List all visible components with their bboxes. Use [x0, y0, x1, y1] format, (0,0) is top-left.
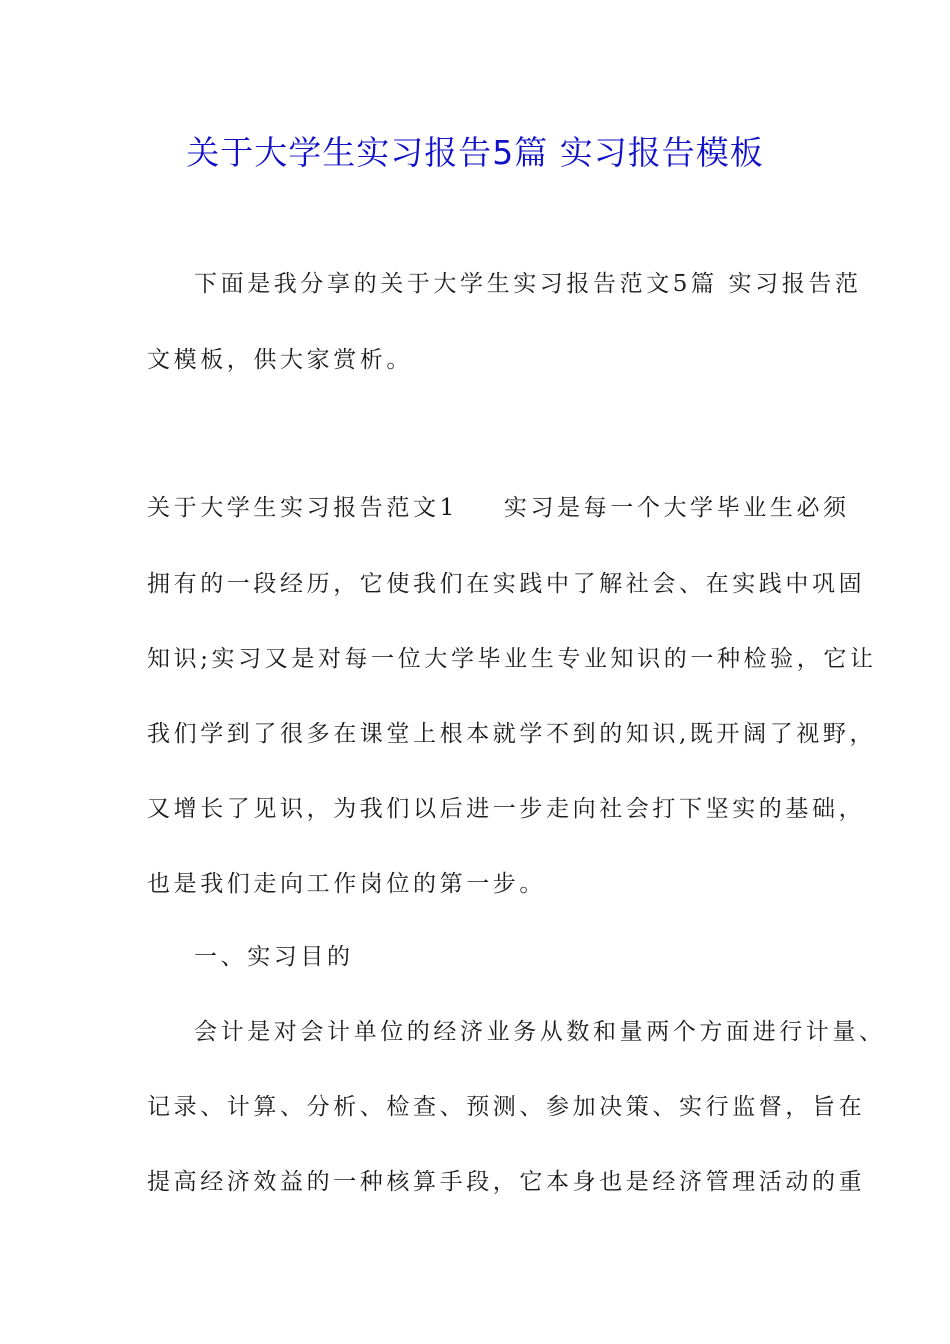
- paragraph-1-line-4: 我们学到了很多在课堂上根本就学不到的知识,既开阔了视野，: [147, 721, 877, 747]
- paragraph-1-line-5: 又增长了见识，为我们以后进一步走向社会打下坚实的基础，: [147, 796, 866, 822]
- intro-line-1: 下面是我分享的关于大学生实习报告范文5篇 实习报告范: [194, 271, 862, 297]
- document-title: 关于大学生实习报告5篇 实习报告模板: [186, 133, 764, 172]
- paragraph-2-line-2: 记录、计算、分析、检查、预测、参加决策、实行监督，旨在: [147, 1094, 866, 1120]
- intro-line-2: 文模板，供大家赏析。: [147, 347, 413, 373]
- section-heading-line: [147, 490, 850, 526]
- paragraph-1-line-2: 拥有的一段经历，它使我们在实践中了解社会、在实践中巩固: [147, 571, 866, 597]
- paragraph-2-line-3: 提高经济效益的一种核算手段，它本身也是经济管理活动的重: [147, 1169, 866, 1195]
- paragraph-2-line-1: 会计是对会计单位的经济业务从数和量两个方面进行计量、: [194, 1019, 886, 1045]
- paragraph-1-start: 实习是每一个大学毕业生必须: [503, 495, 850, 521]
- section-heading: 关于大学生实习报告范文1: [147, 495, 458, 521]
- paragraph-1-line-6: 也是我们走向工作岗位的第一步。: [147, 871, 546, 897]
- subheading-objective: 一、实习目的: [194, 944, 354, 970]
- paragraph-1-line-3: 知识;实习又是对每一位大学毕业生专业知识的一种检验，它让: [147, 646, 877, 672]
